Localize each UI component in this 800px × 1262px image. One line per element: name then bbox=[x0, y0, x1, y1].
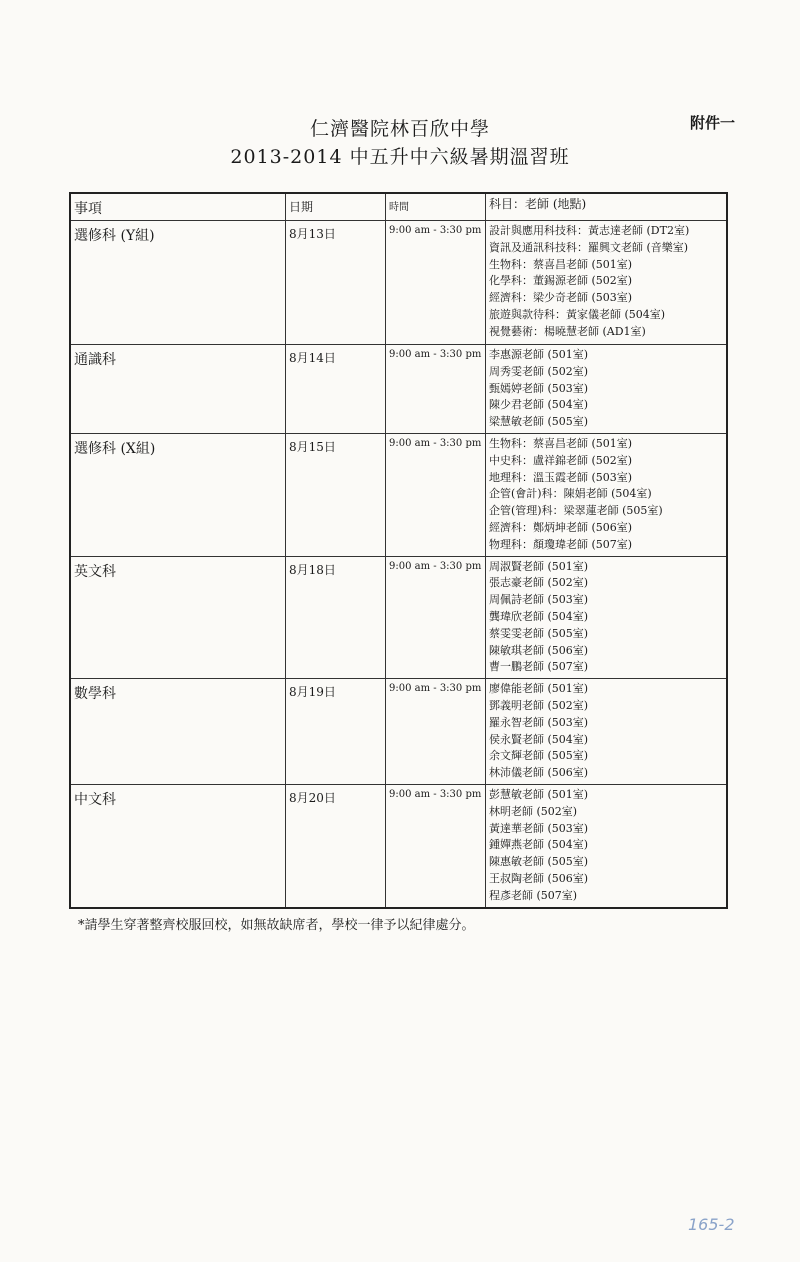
subject-teacher-line: 經濟科：鄭炳坤老師 (506室) bbox=[489, 520, 633, 534]
subject-teacher-line: 彭慧敏老師 (501室) bbox=[489, 787, 589, 801]
subject-teacher-line: 周秀雯老師 (502室) bbox=[489, 364, 589, 378]
date-cell: 8月14日 bbox=[286, 345, 386, 434]
subject-teacher-line: 羅永智老師 (503室) bbox=[489, 715, 589, 729]
subject-teacher-line: 程彥老師 (507室) bbox=[489, 888, 578, 902]
date-cell: 8月20日 bbox=[286, 784, 386, 908]
header-time: 時間 bbox=[386, 193, 486, 221]
time-cell: 9:00 am - 3:30 pm bbox=[386, 345, 486, 434]
subject-teacher-line: 地理科：溫玉霞老師 (503室) bbox=[489, 470, 633, 484]
subject-teacher-line: 甄嫣婷老師 (503室) bbox=[489, 381, 589, 395]
subject-teacher-line: 視覺藝術：楊曉慧老師 (AD1室) bbox=[489, 324, 646, 338]
table-row bbox=[70, 556, 727, 679]
subject-teacher-line: 經濟科：梁少奇老師 (503室) bbox=[489, 291, 633, 305]
date-cell: 8月18日 bbox=[286, 556, 386, 679]
event-cell: 選修科 (X組) bbox=[70, 433, 286, 556]
handwritten-page-mark: 165-2 bbox=[688, 1215, 735, 1234]
table-row bbox=[70, 221, 727, 345]
subject-teacher-line: 李惠源老師 (501室) bbox=[489, 348, 589, 361]
footnote: *請學生穿著整齊校服回校，如無故缺席者，學校一律予以紀律處分。 bbox=[78, 918, 475, 933]
subject-teacher-line: 設計與應用科技科：黃志達老師 (DT2室) bbox=[489, 224, 690, 237]
event-cell: 英文科 bbox=[70, 556, 286, 679]
subject-cell bbox=[486, 679, 728, 785]
subject-teacher-line: 林明老師 (502室) bbox=[489, 804, 578, 818]
subject-teacher-line: 中史科：盧祥錦老師 (502室) bbox=[489, 453, 633, 467]
header-event: 事項 bbox=[70, 193, 286, 221]
subject-teacher-line: 旅遊與款待科：黃家儀老師 (504室) bbox=[489, 307, 666, 321]
subject-teacher-line: 曹一鵬老師 (507室) bbox=[489, 660, 589, 674]
subject-teacher-line: 龔瑋欣老師 (504室) bbox=[489, 609, 589, 623]
event-cell: 中文科 bbox=[70, 784, 286, 908]
event-cell: 選修科 (Y組) bbox=[70, 221, 286, 345]
table-row bbox=[70, 679, 727, 785]
subject-teacher-line: 陳少君老師 (504室) bbox=[489, 398, 589, 412]
subject-teacher-line: 企管(會計)科：陳娟老師 (504室) bbox=[489, 487, 652, 501]
subject-teacher-line: 余文輝老師 (505室) bbox=[489, 749, 589, 763]
subject-teacher-line: 生物科：蔡喜昌老師 (501室) bbox=[489, 257, 633, 271]
subject-cell bbox=[486, 433, 728, 556]
subject-cell bbox=[486, 784, 728, 908]
date-cell: 8月15日 bbox=[286, 433, 386, 556]
subject-teacher-line: 企管(管理)科：梁翠蓮老師 (505室) bbox=[489, 504, 663, 518]
time-cell: 9:00 am - 3:30 pm bbox=[386, 433, 486, 556]
schedule-table bbox=[69, 192, 728, 909]
subject-teacher-line: 梁慧敏老師 (505室) bbox=[489, 415, 589, 429]
subject-teacher-line: 資訊及通訊科技科：羅興文老師 (音樂室) bbox=[489, 240, 689, 254]
subject-teacher-line: 侯永賢老師 (504室) bbox=[489, 732, 589, 746]
time-cell: 9:00 am - 3:30 pm bbox=[386, 556, 486, 679]
subject-teacher-line: 王叔陶老師 (506室) bbox=[489, 871, 589, 885]
header-date: 日期 bbox=[286, 193, 386, 221]
date-cell: 8月19日 bbox=[286, 679, 386, 785]
table-row bbox=[70, 433, 727, 556]
table-header-row bbox=[70, 193, 727, 221]
subject-teacher-line: 蔡雯雯老師 (505室) bbox=[489, 626, 589, 640]
subject-teacher-line: 陳惠敏老師 (505室) bbox=[489, 855, 589, 869]
subject-teacher-line: 化學科：董錫源老師 (502室) bbox=[489, 274, 633, 288]
subject-teacher-line: 鍾嬋燕老師 (504室) bbox=[489, 838, 589, 852]
subject-teacher-line: 周淑賢老師 (501室) bbox=[489, 559, 589, 573]
document-title-line1: 仁濟醫院林百欣中學 bbox=[309, 118, 490, 140]
header-subject: 科目：老師 (地點) bbox=[486, 193, 728, 221]
subject-teacher-line: 黃達華老師 (503室) bbox=[489, 821, 589, 835]
event-cell: 數學科 bbox=[70, 679, 286, 785]
subject-cell bbox=[486, 556, 728, 679]
table-body bbox=[70, 221, 727, 909]
table-row bbox=[70, 345, 727, 434]
date-cell: 8月13日 bbox=[286, 221, 386, 345]
time-cell: 9:00 am - 3:30 pm bbox=[386, 679, 486, 785]
time-cell: 9:00 am - 3:30 pm bbox=[386, 221, 486, 345]
subject-teacher-line: 林沛儀老師 (506室) bbox=[489, 766, 589, 780]
document-title-line2: 2013-2014 中五升中六級暑期溫習班 bbox=[230, 146, 570, 168]
subject-teacher-line: 張志豪老師 (502室) bbox=[489, 576, 589, 590]
table-row bbox=[70, 784, 727, 908]
annex-label: 附件一 bbox=[690, 114, 736, 132]
subject-cell bbox=[486, 221, 728, 345]
event-cell: 通識科 bbox=[70, 345, 286, 434]
subject-teacher-line: 生物科：蔡喜昌老師 (501室) bbox=[489, 436, 633, 450]
subject-teacher-line: 陳敏琪老師 (506室) bbox=[489, 643, 589, 657]
time-cell: 9:00 am - 3:30 pm bbox=[386, 784, 486, 908]
subject-teacher-line: 廖偉能老師 (501室) bbox=[489, 682, 589, 696]
subject-teacher-line: 物理科：顏瓊瑋老師 (507室) bbox=[489, 537, 633, 551]
subject-teacher-line: 周佩詩老師 (503室) bbox=[489, 593, 589, 607]
subject-teacher-line: 鄧義明老師 (502室) bbox=[489, 698, 589, 712]
subject-cell bbox=[486, 345, 728, 434]
